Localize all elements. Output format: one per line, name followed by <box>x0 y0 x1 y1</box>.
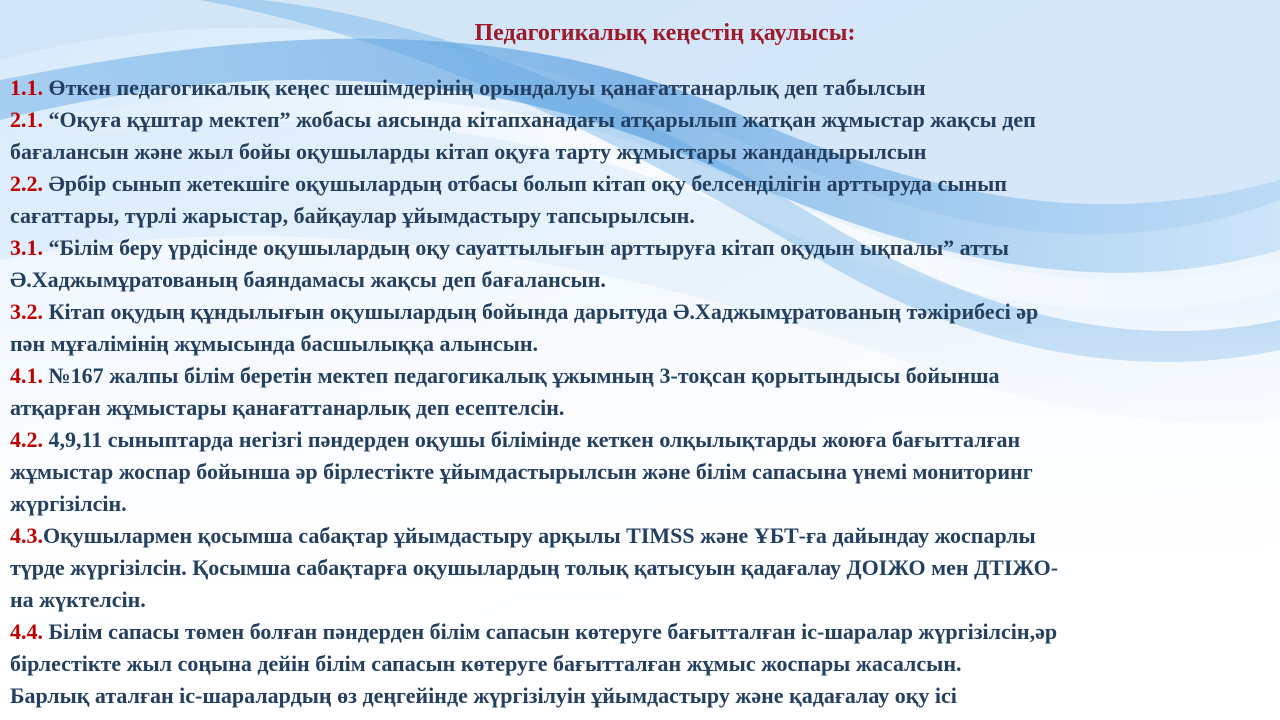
decision-line <box>10 264 1276 296</box>
decision-text: Әрбір сынып жетекшіге оқушылардың отбасы болып кітап оқу белсенділігін арттыруда сынып <box>48 171 1007 196</box>
decision-line <box>10 136 1276 168</box>
decision-line <box>10 392 1276 424</box>
decision-line <box>10 456 1276 488</box>
decision-number: 4.1. <box>10 363 43 388</box>
decision-line <box>10 296 1276 328</box>
decision-line <box>10 424 1276 456</box>
decision-line <box>10 520 1276 552</box>
decision-line <box>10 648 1276 680</box>
decision-line <box>10 488 1276 520</box>
decision-text: бағалансын және жыл бойы оқушыларды кітап оқуға тарту жұмыстары жандандырылсын <box>10 139 927 164</box>
decision-text: бірлестікте жыл соңына дейін білім сапасын көтеруге бағытталған жұмыс жоспары жасалсын. <box>10 651 962 676</box>
decision-line <box>10 616 1276 648</box>
decision-text: жұмыстар жоспар бойынша әр бірлестікте ұйымдастырылсын және білім сапасына үнемі мониторинг <box>10 459 1033 484</box>
decision-number: 4.3. <box>10 523 43 548</box>
decision-number: 2.1. <box>10 107 43 132</box>
decision-line <box>10 328 1276 360</box>
decision-list <box>10 72 1276 712</box>
decision-line <box>10 168 1276 200</box>
decision-text: №167 жалпы білім беретін мектеп педагогикалық ұжымның 3-тоқсан қорытындысы бойынша <box>48 363 1000 388</box>
decision-number: 3.2. <box>10 299 43 324</box>
decision-number: 2.2. <box>10 171 43 196</box>
decision-line <box>10 232 1276 264</box>
decision-number: 1.1. <box>10 75 43 100</box>
decision-text: Ә.Хаджымұратованың баяндамасы жақсы деп бағалансын. <box>10 267 606 292</box>
decision-text: Барлық аталған іс-шаралардың өз деңгейінде жүргізілуін ұйымдастыру және қадағалау оқу ісі <box>10 683 957 708</box>
decision-text: Білім сапасы төмен болған пәндерден білім сапасын көтеруге бағытталған іс-шаралар жүргізілсін,әр <box>48 619 1058 644</box>
decision-line <box>10 200 1276 232</box>
decision-line <box>10 552 1276 584</box>
decision-number: 4.4. <box>10 619 43 644</box>
decision-line <box>10 104 1276 136</box>
decision-text: пән мұғалімінің жұмысында басшылыққа алынсын. <box>10 331 539 356</box>
decision-text: “Білім беру үрдісінде оқушылардың оқу сауаттылығын арттыруға кітап оқудын ықпалы” атты <box>48 235 1009 260</box>
decision-text: жүргізілсін. <box>10 491 127 516</box>
decision-text: “Оқуға құштар мектеп” жобасы аясында кітапханадағы атқарылып жатқан жұмыстар жақсы деп <box>48 107 1036 132</box>
decision-number: 4.2. <box>10 427 43 452</box>
decision-line <box>10 360 1276 392</box>
decision-number: 3.1. <box>10 235 43 260</box>
decision-line <box>10 680 1276 712</box>
decision-text: сағаттары, түрлі жарыстар, байқаулар ұйымдастыру тапсырылсын. <box>10 203 695 228</box>
decision-line <box>10 584 1276 616</box>
decision-text: атқарған жұмыстары қанағаттанарлық деп есептелсін. <box>10 395 565 420</box>
decision-text: Оқушылармен қосымша сабақтар ұйымдастыру арқылы TIMSS және ҰБТ-ға дайындау жоспарлы <box>43 523 1036 548</box>
decision-text: Өткен педагогикалық кеңес шешімдерінің орындалуы қанағаттанарлық деп табылсын <box>48 75 926 100</box>
decision-line <box>10 72 1276 104</box>
decision-text: 4,9,11 сыныптарда негізгі пәндерден оқушы білімінде кеткен олқылықтарды жоюға бағытталған <box>48 427 1021 452</box>
decision-text: Кітап оқудың құндылығын оқушылардың бойында дарытуда Ә.Хаджымұратованың тәжірибесі әр <box>48 299 1039 324</box>
decision-text: на жүктелсін. <box>10 587 146 612</box>
decision-text: түрде жүргізілсін. Қосымша сабақтарға оқушылардың толық қатысуын қадағалау ДОІЖО мен ДТІЖО- <box>10 555 1059 580</box>
slide-title: Педагогикалық кеңестің қаулысы: <box>474 20 856 46</box>
